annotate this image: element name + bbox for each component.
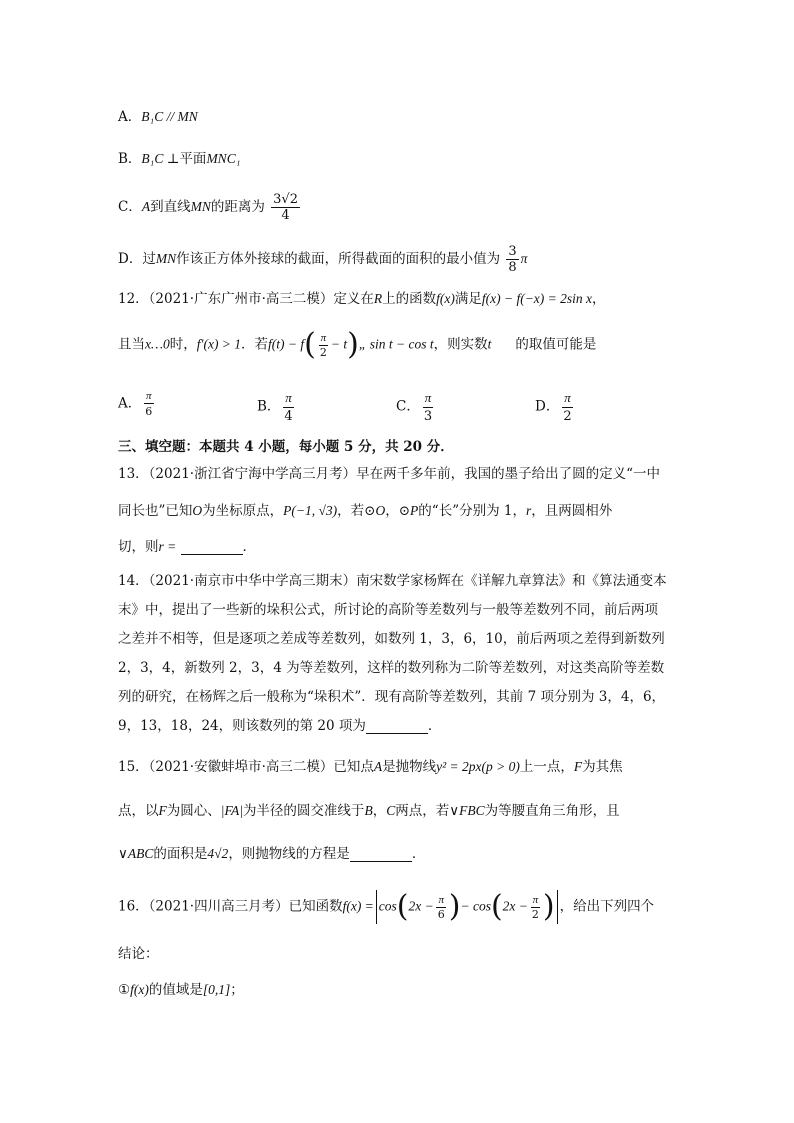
q14-answer-blank[interactable] [366, 721, 428, 734]
q12-line-2: 且当x…0时，f′(x) > 1．若f(t) − f( $\frac{\pi}{2}$ − t)„ sin t − cos t，则实数t 的取值可能是 [118, 327, 597, 362]
q16-line-2: 结论： [118, 946, 159, 962]
q12-choice-c: C． $\frac{\pi}{3}$ [396, 390, 433, 424]
q15-answer-blank[interactable] [350, 849, 412, 862]
q15-line-1: 15．（2021·安徽蚌埠市·高三二模）已知点A是抛物线y² = 2px(p > 0)上一点，F为其焦 [118, 759, 623, 775]
q12-pi-over-2: $\frac{\pi}{2}$ [319, 331, 327, 359]
q14-line-5: 列的研究，在杨辉之后一般称为“垛积术”．现有高阶等差数列，其前 7 项分别为 3，4，6， [118, 689, 666, 705]
q12-choice-d: D． $\frac{\pi}{2}$ [535, 390, 572, 424]
q14-line-1: 14．（2021·南京市中华中学高三期末）南宋数学家杨辉在《详解九章算法》和《算法通变本 [118, 573, 667, 589]
q13-answer-blank[interactable] [181, 542, 243, 555]
q13-line-2: 同长也”已知O为坐标原点，P(−1, √3)，若⊙O，⊙P的“长”分别为 1，r，且两圆相外 [118, 503, 613, 519]
q11-option-c: C．A到直线MN的距离为 $\frac{3√2}{4}$ [118, 192, 298, 223]
q12-line-1: 12．（2021·广东广州市·高三二模）定义在R上的函数f(x)满足f(x) − f(−x) = 2sin x， [118, 291, 606, 307]
q13-line-3: 切，则r = ． [118, 539, 257, 555]
q11-option-a-math: B₁C // MN [141, 109, 198, 124]
q15-line-3: ∨ABC的面积是4√2，则抛物线的方程是 ． [118, 846, 426, 862]
q15-line-2: 点，以F为圆心、|FA|为半径的圆交准线于B，C两点，若∨FBC为等腰直角三角形，且 [118, 803, 620, 819]
q14-line-3: 之差并不相等，但是逐项之差成等差数列，如数列 1，3，6，10，前后两项之差得到新数列 [118, 631, 665, 647]
q14-line-2: 末》中，提出了一些新的垛积公式，所讨论的高阶等差数列与一般等差数列不同，前后两项 [118, 602, 658, 618]
q12-choice-b: B． $\frac{\pi}{4}$ [257, 390, 293, 424]
q14-line-4: 2，3，4，新数列 2，3，4 为等差数列，这样的数列称为二阶等差数列，对这类高阶等差数 [118, 660, 665, 676]
q16-line-1: 16．（2021·四川高三月考）已知函数f(x) = cos(2x − $\frac{\pi}{6}$ )− cos(2x − $\frac{\pi}{2}$ ) ，给出下列四个 [118, 889, 655, 924]
q11-c-fraction: $\frac{3√2}{4}$ [273, 192, 298, 223]
q16-pi-over-6: $\frac{\pi}{6}$ [437, 893, 445, 921]
q14-line-6: 9，13，18，24，则该数列的第 20 项为 ． [118, 718, 442, 734]
q12-choice-a: A． $\frac{\pi}{6}$ [118, 390, 153, 418]
q11-option-d: D．过MN作该正方体外接球的截面，所得截面的面积的最小值为 $\frac{3}{8}$ π [118, 244, 528, 275]
section-3-heading: 三、填空题：本题共 4 小题，每小题 5 分，共 20 分． [118, 439, 454, 455]
q13-line-1: 13．（2021·浙江省宁海中学高三月考）早在两千多年前，我国的墨子给出了圆的定义“一中 [118, 466, 660, 482]
q11-d-fraction: $\frac{3}{8}$ [508, 244, 517, 275]
q16-line-3: ①f(x)的值域是[0,1]； [118, 982, 244, 998]
q11-option-a: A．B₁C // MN [118, 109, 198, 125]
q16-pi-over-2: $\frac{\pi}{2}$ [531, 893, 539, 921]
q11-option-b: B．B₁C ⊥平面MNC₁ [118, 151, 241, 167]
